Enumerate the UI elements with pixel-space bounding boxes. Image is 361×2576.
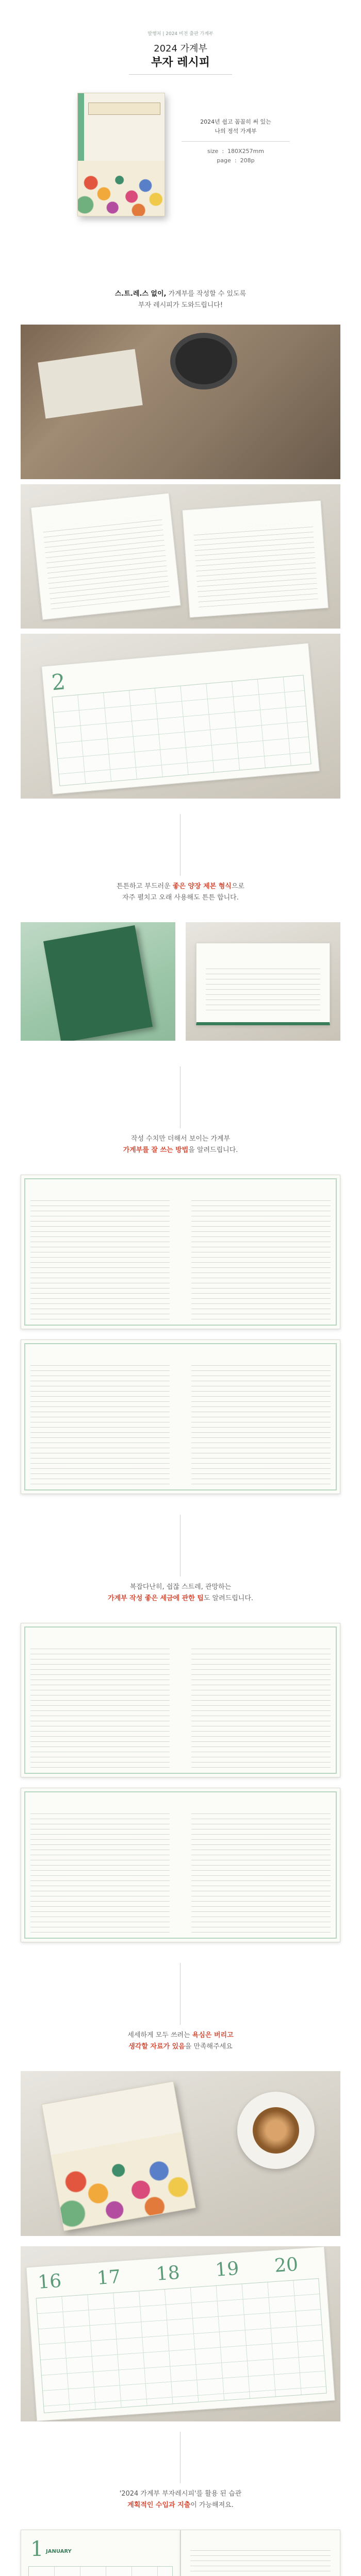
intro-rest: 가계부를 작성할 수 있도록 — [166, 290, 247, 298]
tips-text-left-2 — [30, 1361, 170, 1484]
monthly-page-left — [21, 2530, 180, 2576]
habits-text-left-1 — [30, 1644, 170, 1768]
tips-text-left-1 — [30, 1196, 170, 1319]
tips-line1: 작성 수치만 더해서 보이는 가계부 — [130, 1135, 231, 1143]
day-18: 18 — [155, 2262, 180, 2285]
intro-strong: 스.트.레.스 없이, — [114, 290, 167, 298]
planner-left-lines — [42, 515, 170, 609]
planner-line1: '2024 가계부 부자레시피'를 활용 된 습관 — [119, 2490, 242, 2498]
intro-line1 — [0, 289, 361, 300]
calendar-closeup-photo — [21, 2246, 340, 2421]
habits-text-right-1 — [191, 1644, 331, 1768]
spec-line2: 나의 정석 가계부 — [215, 128, 257, 134]
habits-text-left-2 — [30, 1809, 170, 1933]
photo-caption-section — [0, 2030, 361, 2061]
monthly-page-right — [180, 2530, 340, 2576]
planner-open-photo — [21, 484, 340, 629]
spec-divider — [182, 141, 290, 142]
spec-size-value: 180X257mm — [227, 148, 264, 155]
photo-pre: 세세하게 모두 쓰려는 — [127, 2031, 192, 2039]
photo-strong2: 생각할 자료가 있음 — [128, 2043, 185, 2050]
habits-page-scan-1 — [21, 1623, 340, 1777]
tips-text-right-2 — [191, 1361, 331, 1484]
tips-post: 을 알려드립니다. — [188, 1146, 238, 1154]
photo-post: 을 만족해주세요 — [185, 2043, 233, 2050]
coffee-book-photo — [21, 2071, 340, 2236]
open-book-pages — [196, 943, 330, 1025]
planner-right-page — [182, 500, 329, 618]
tips-strong: 가계부를 잘 쓰는 방법 — [123, 1146, 189, 1154]
photo-strong1: 욕심은 버리고 — [192, 2031, 234, 2039]
photo-line1 — [0, 2030, 361, 2041]
habits-line2 — [0, 1593, 361, 1604]
habits-section — [0, 1582, 361, 1613]
spec-size-row: size : 180X257mm — [207, 148, 264, 155]
planner-left-page — [30, 493, 181, 620]
intro-line2: 부자 레시피가 도와드립니다! — [138, 301, 223, 309]
habits-post: 도 알려드립니다. — [203, 1595, 254, 1602]
publisher-caption: 발행처 | 2024 비전 출판 가계부 — [147, 31, 214, 37]
habits-line1: 복잡다난히, 쉽잖 스트레, 관망하는 — [129, 1583, 232, 1591]
month-number: 1 — [30, 2537, 44, 2561]
book-cover-image — [77, 93, 165, 216]
calendar-page — [41, 643, 320, 794]
camera-lens-icon — [175, 338, 232, 384]
planner-caption-section — [0, 2488, 361, 2519]
day-16: 16 — [37, 2270, 62, 2294]
calendar-grid — [52, 675, 311, 786]
weekly-page — [26, 2246, 335, 2421]
calendar-photo — [21, 634, 340, 799]
desk-photo-1 — [21, 325, 340, 479]
month-name: JANUARY — [46, 2549, 72, 2554]
monthly-notes-lines — [190, 2546, 331, 2576]
binding-photo-left — [21, 922, 175, 1041]
intro-section — [0, 289, 361, 319]
book-flowers — [51, 2132, 195, 2230]
flower-illustration — [78, 161, 165, 216]
habits-strong: 가계부 작성 좋은 세금에 관한 팁 — [107, 1595, 204, 1602]
habits-text-right-2 — [191, 1809, 331, 1933]
binding-photo-right — [186, 922, 340, 1041]
day-20: 20 — [273, 2253, 299, 2277]
spec-page-label: page — [217, 157, 231, 164]
binding-post: 으로 — [231, 883, 244, 890]
planner-strong: 계획적인 수입과 지출 — [127, 2501, 191, 2509]
spec-page-value: 208p — [240, 157, 255, 164]
book-on-table — [41, 2081, 195, 2231]
binding-strong: 좋은 양장 제본 형식 — [172, 883, 232, 890]
planner-right-lines — [193, 522, 318, 607]
hardcover-book — [43, 925, 153, 1041]
divider — [129, 74, 232, 75]
title-line2: 부자 레시피 — [151, 56, 210, 69]
title-line1: 2024 가계부 — [154, 43, 207, 54]
tips-text-right-1 — [191, 1196, 331, 1319]
spec-size-label: size — [207, 148, 219, 155]
binding-pre: 튼튼하고 부드러운 — [117, 883, 173, 890]
monthly-calendar-grid — [28, 2566, 173, 2576]
planner-post: 이 가능해져요. — [190, 2501, 234, 2509]
notebook-page — [38, 349, 142, 418]
day-17: 17 — [96, 2266, 122, 2289]
tips-page-scan-1 — [21, 1175, 340, 1329]
tips-line2 — [0, 1145, 361, 1156]
tips-page-scan-2 — [21, 1340, 340, 1494]
photo-line2 — [0, 2041, 361, 2053]
header-section — [0, 0, 361, 289]
spec-box — [182, 117, 290, 165]
binding-line2: 자주 펼치고 오래 사용해도 튼튼 합니다. — [122, 894, 239, 902]
spec-line1: 2024년 쉽고 꼼꼼히 써 있는 — [200, 118, 271, 125]
day-19: 19 — [215, 2258, 240, 2281]
book-cover-label — [88, 103, 160, 115]
binding-line1 — [0, 881, 361, 892]
weekly-grid — [36, 2278, 326, 2413]
saucer — [237, 2092, 315, 2169]
open-book-lines — [206, 964, 320, 1013]
calendar-month-number: 2 — [50, 669, 67, 696]
planner-line2 — [0, 2500, 361, 2511]
habits-page-scan-2 — [21, 1788, 340, 1942]
spec-page-row: page : 208p — [217, 157, 255, 164]
coffee-cup-icon — [253, 2107, 299, 2154]
tips-section — [0, 1133, 361, 1164]
binding-section — [0, 881, 361, 912]
